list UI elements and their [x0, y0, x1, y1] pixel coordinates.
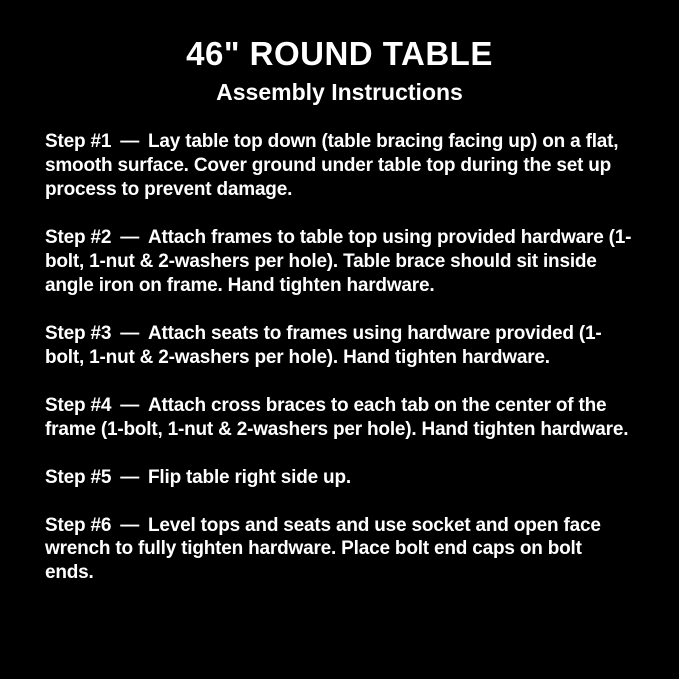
step-separator: —	[120, 394, 139, 416]
step-item-1	[45, 130, 634, 202]
step-text: Level tops and seats and use socket and open face wrench to fully tighten hardware. Place bolt end caps on bolt ends.	[45, 514, 601, 584]
step-text: Attach seats to frames using hardware provided (1-bolt, 1-nut & 2-washers per hole). Hand tighten hardware.	[45, 322, 602, 368]
step-text: Attach cross braces to each tab on the center of the frame (1-bolt, 1-nut & 2-washers per hole). Hand tighten hardware.	[45, 394, 629, 440]
step-separator: —	[120, 131, 139, 153]
step-label: Step #5	[45, 466, 112, 488]
step-separator: —	[120, 227, 139, 248]
step-item-5	[45, 466, 634, 490]
steps-list	[45, 130, 634, 585]
step-label: Step #6	[45, 514, 112, 536]
page-subtitle: Assembly Instructions	[216, 79, 463, 106]
step-separator: —	[120, 514, 139, 536]
step-separator: —	[120, 322, 139, 344]
step-text: Flip table right side up.	[148, 466, 351, 488]
step-label: Step #2	[45, 227, 112, 248]
page-title: 46" ROUND TABLE	[186, 35, 493, 72]
step-item-6	[45, 514, 634, 586]
step-item-2	[45, 226, 634, 298]
header	[45, 36, 634, 108]
step-label: Step #1	[45, 131, 112, 153]
step-text: Attach frames to table top using provided hardware (1-bolt, 1-nut & 2-washers per hole). Table brace should sit inside angle iron on frame. Hand tighten hardware.	[45, 227, 632, 296]
step-item-4	[45, 394, 634, 442]
step-item-3	[45, 322, 634, 370]
step-separator: —	[120, 466, 139, 488]
step-label: Step #3	[45, 322, 112, 344]
step-label: Step #4	[45, 394, 112, 416]
step-text: Lay table top down (table bracing facing up) on a flat, smooth surface. Cover ground under table top during the set up process to prevent damage.	[45, 131, 619, 201]
